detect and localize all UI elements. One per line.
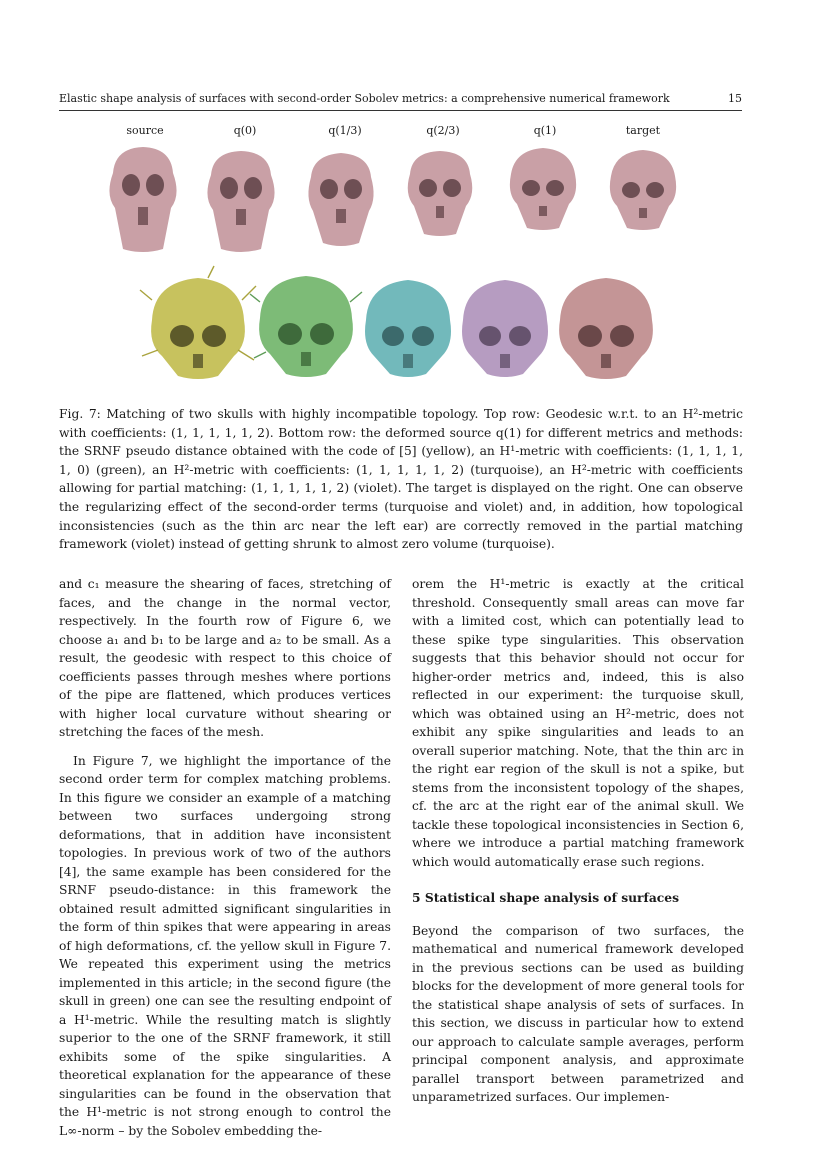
figure-skulls <box>0 0 827 400</box>
skull-q23 <box>408 151 473 236</box>
running-title: Elastic shape analysis of surfaces with second-order Sobolev metrics: a comprehensive numerical framework <box>59 92 670 105</box>
label-q23: q(2/3) <box>426 124 460 137</box>
label-target: target <box>625 124 661 137</box>
label-q0: q(0) <box>233 124 257 137</box>
left-column <box>59 575 391 1140</box>
right-paragraph-1: orem the H¹-metric is exactly at the critical threshold. Consequently small areas can move far with a limited cost, which can potentially lead to these spike type singularities. This observation suggests that this behavior should not occur for higher-order metrics and, indeed, this is also reflected in our experiment: the turquoise skull, which was obtained using an H²-metric, does not exhibit any spike singularities and leads to an overall superior matching. Note, that the thin arc in the right ear region of the skull is not a spike, but stems from the inconsistent topology of the shapes, cf. the arc at the right ear of the animal skull. We tackle these topological inconsistencies in Section 6, where we introduce a partial matching framework which would automatically erase such regions. <box>412 577 744 869</box>
left-paragraph-2: In Figure 7, we highlight the importance of the second order term for complex matching problems. In this figure we consider an example of a matching between two surfaces undergoing strong deformations, that in addition have inconsistent topologies. In previous work of two of the authors [4], the same example has been considered for the SRNF pseudo-distance: in this framework the obtained result admitted significant singularities in the form of thin spikes that were appearing in areas of high deformations, cf. the yellow skull in Figure 7. We repeated this experiment using the metrics implemented in this article; in the second figure (the skull in green) one can see the resulting endpoint of a H¹-metric. While the resulting match is slightly superior to the one of the SRNF framework, it still exhibits some of the spike singularities. A theoretical explanation for the appearance of these singularities can be found in the observation that the H¹-metric is not strong enough to control the L∞-norm – by the Sobolev embedding the- <box>59 753 391 1138</box>
left-paragraph-1: and c₁ measure the shearing of faces, stretching of faces, and the change in the normal vector, respectively. In the fourth row of Figure 6, we choose a₁ and b₁ to be large and a₂ to be small. As a result, the geodesic with respect to this choice of coefficients passes through meshes where portions of the pipe are flattened, which produces vertices with higher local curvature without shearing or stretching the faces of the mesh. <box>59 577 391 739</box>
figure-caption: Fig. 7: Matching of two skulls with highly incompatible topology. Top row: Geodesic w.r.t. to an H²-metric with coefficients: (1, 1, 1, 1, 1, 2). Bottom row: the deformed source q(1) for different metrics and methods: the SRNF pseudo distance obtained with the code of [5] (yellow), an H¹-metric with coefficients: (1, 1, 1, 1, 1, 0) (green), an H²-metric with coefficients: (1, 1, 1, 1, 1, 2) (turquoise), an H²-metric with coefficients allowing for partial matching: (1, 1, 1, 1, 1, 2) (violet). The target is displayed on the right. One can observe the regularizing effect of the second-order terms (turquoise and violet) and, in addition, how topological inconsistencies (such as the thin arc near the left ear) are correctly removed in the partial matching framework (violet) instead of getting shrunk to almost zero volume (turquoise). <box>59 407 743 552</box>
right-column <box>412 575 744 1107</box>
skull-green-h1 <box>250 276 362 377</box>
skull-turquoise-h2 <box>365 280 451 377</box>
skull-violet-partial <box>462 280 548 377</box>
skull-source <box>109 147 176 252</box>
skull-yellow-srnf <box>140 266 256 379</box>
skull-q13 <box>308 153 373 246</box>
page-number: 15 <box>728 92 742 105</box>
label-q1: q(1) <box>533 124 557 137</box>
section-heading: 5 Statistical shape analysis of surfaces <box>412 890 680 905</box>
skull-target <box>610 150 676 230</box>
skull-q0 <box>207 151 274 252</box>
skull-target-bottom <box>559 278 653 379</box>
label-q13: q(1/3) <box>328 124 362 137</box>
right-paragraph-2: Beyond the comparison of two surfaces, the mathematical and numerical framework developed in the previous sections can be used as building blocks for the development of more general tools for the statistical shape analysis of sets of surfaces. In this section, we discuss in particular how to extend our approach to calculate sample averages, perform principal component analysis, and approximate parallel transport between parametrized and unparametrized surfaces. Our implemen- <box>412 923 744 1104</box>
skull-q1 <box>510 148 576 230</box>
label-source: source <box>126 124 164 137</box>
